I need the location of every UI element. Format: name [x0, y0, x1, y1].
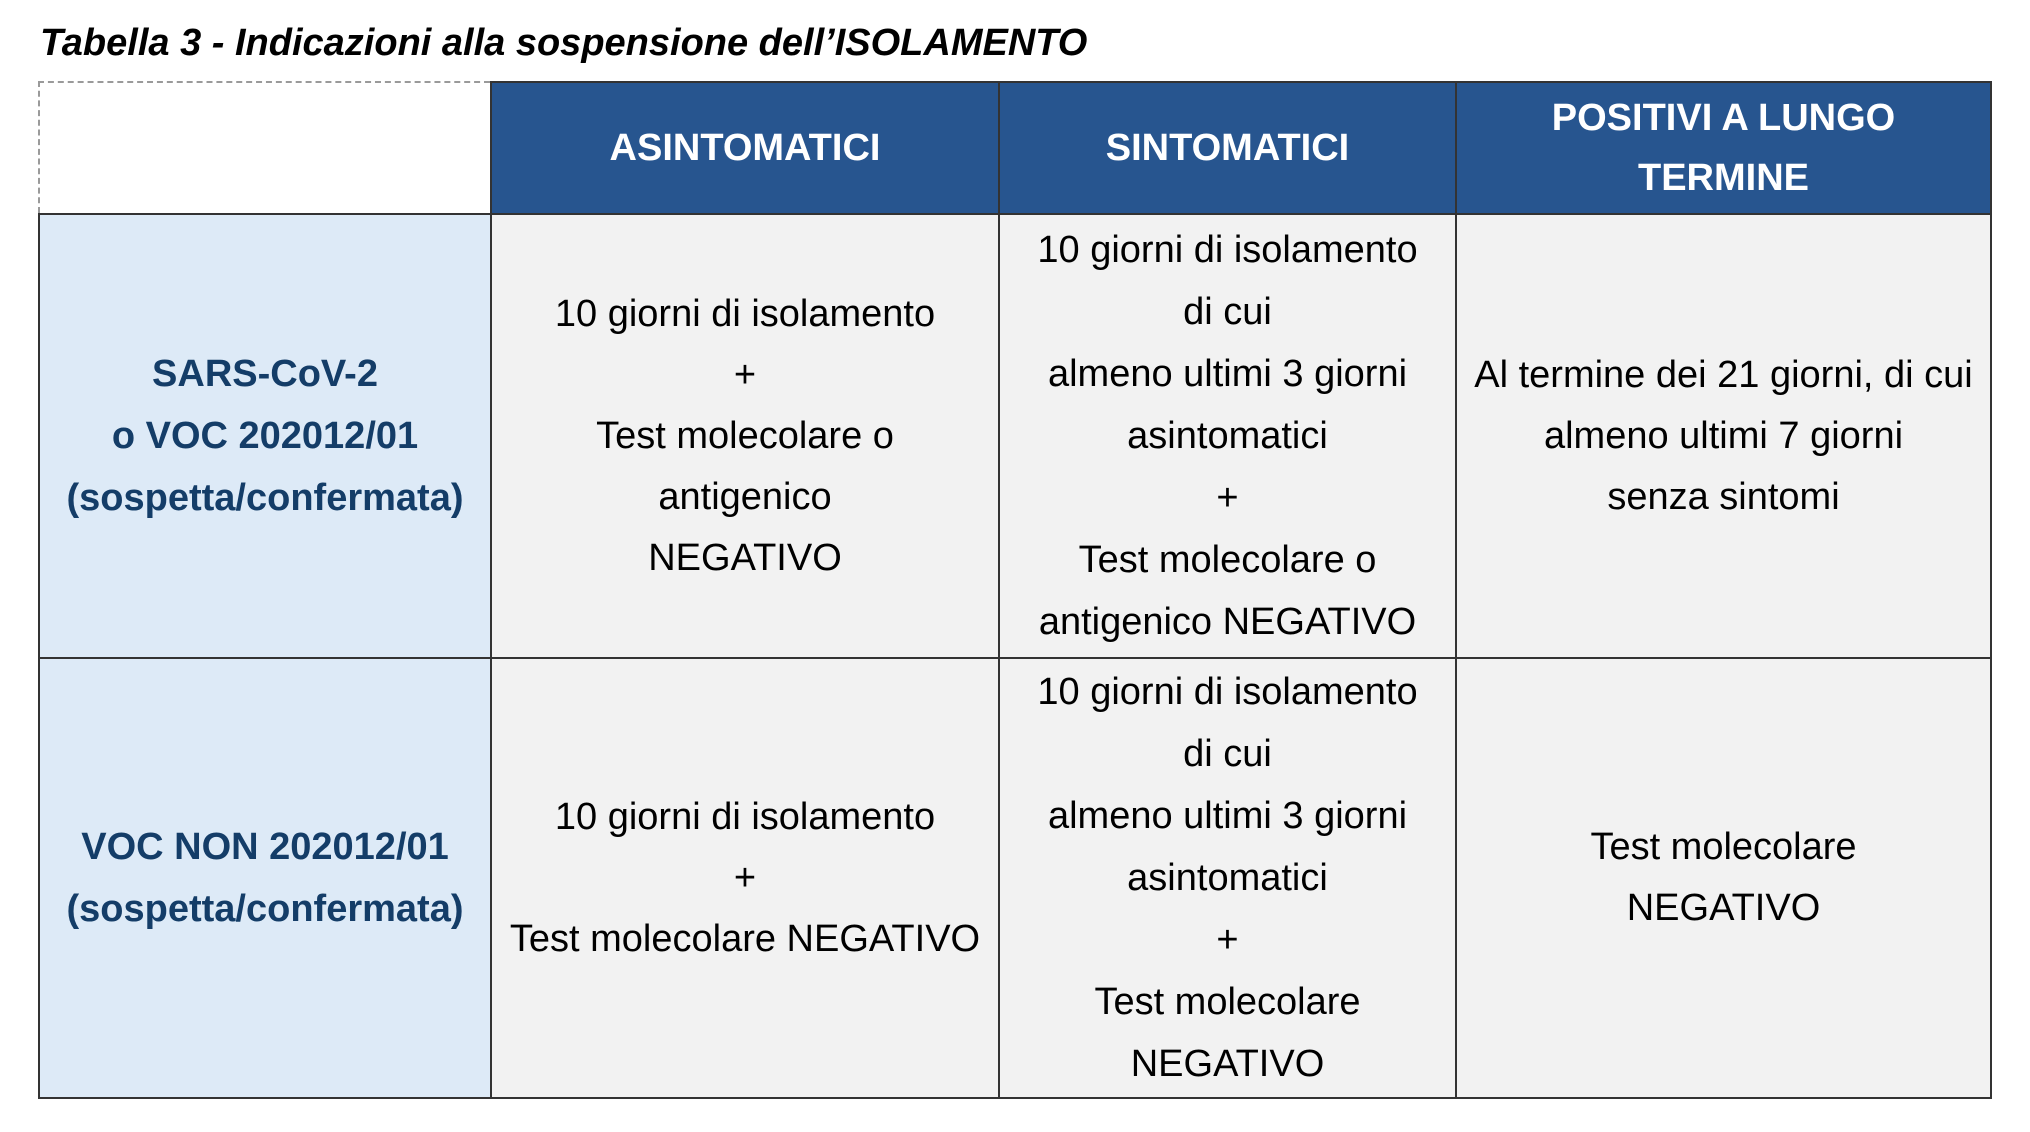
cell-line: +	[1216, 477, 1239, 519]
row-label-line: VOC NON 202012/01	[81, 826, 449, 868]
cell-voc-sintomatici	[999, 658, 1456, 1098]
cell-sars-asintomatici	[491, 214, 999, 658]
cell-line: almeno ultimi 3 giorni	[1047, 795, 1408, 837]
cell-line: Test molecolare o	[1078, 539, 1377, 581]
cell-voc-lungo-termine	[1456, 658, 1991, 1098]
cell-line: asintomatici	[1127, 857, 1328, 899]
cell-line: Test molecolare o	[596, 414, 894, 457]
row-label-line: (sospetta/confermata)	[66, 888, 464, 930]
cell-line: Test molecolare	[1590, 826, 1857, 868]
cell-line: +	[733, 353, 757, 396]
header-line: POSITIVI A LUNGO	[1551, 97, 1896, 139]
cell-line: almeno ultimi 3 giorni	[1047, 353, 1408, 395]
cell-sars-lungo-termine	[1456, 214, 1991, 658]
row-label-line: (sospetta/confermata)	[66, 477, 464, 519]
cell-line: 10 giorni di isolamento	[1037, 229, 1418, 271]
cell-line: 10 giorni di isolamento	[554, 292, 936, 335]
table-row-voc-non	[39, 658, 1991, 1098]
header-line: ASINTOMATICI	[609, 127, 881, 169]
cell-line: +	[733, 856, 757, 899]
cell-voc-asintomatici	[491, 658, 999, 1098]
cell-line: NEGATIVO	[1130, 1043, 1325, 1085]
cell-line: 10 giorni di isolamento	[1037, 671, 1418, 713]
header-asintomatici	[491, 82, 999, 214]
header-line: TERMINE	[1638, 157, 1809, 199]
header-line: SINTOMATICI	[1105, 127, 1350, 169]
header-positivi-lungo-termine	[1456, 82, 1991, 214]
cell-line: antigenico	[658, 475, 832, 518]
row-label-sars-cov-2	[39, 214, 491, 658]
row-label-line: o VOC 202012/01	[111, 415, 419, 457]
row-label-voc-non	[39, 658, 491, 1098]
cell-line: NEGATIVO	[1626, 887, 1821, 929]
table-header-row	[39, 82, 1991, 214]
cell-line: 10 giorni di isolamento	[554, 795, 936, 838]
table-title: Tabella 3 - Indicazioni alla sospensione dell’ISOLAMENTO	[40, 22, 1088, 64]
row-label-line: SARS-CoV-2	[152, 353, 378, 395]
cell-line: NEGATIVO	[648, 536, 842, 579]
header-sintomatici	[999, 82, 1456, 214]
cell-line: Test molecolare NEGATIVO	[509, 917, 981, 960]
isolation-table	[38, 81, 1992, 1099]
cell-line: almeno ultimi 7 giorni	[1543, 414, 1904, 457]
cell-line: antigenico NEGATIVO	[1038, 601, 1417, 643]
cell-line: Test molecolare	[1094, 981, 1361, 1023]
header-corner-cell	[39, 82, 491, 214]
table-row-sars-cov-2	[39, 214, 1991, 658]
cell-sars-sintomatici	[999, 214, 1456, 658]
cell-line: asintomatici	[1127, 415, 1328, 457]
cell-line: di cui	[1183, 733, 1272, 775]
cell-line: Al termine dei 21 giorni, di cui	[1474, 353, 1973, 396]
cell-line: di cui	[1183, 291, 1272, 333]
cell-line: +	[1216, 919, 1239, 961]
cell-line: senza sintomi	[1607, 475, 1840, 518]
